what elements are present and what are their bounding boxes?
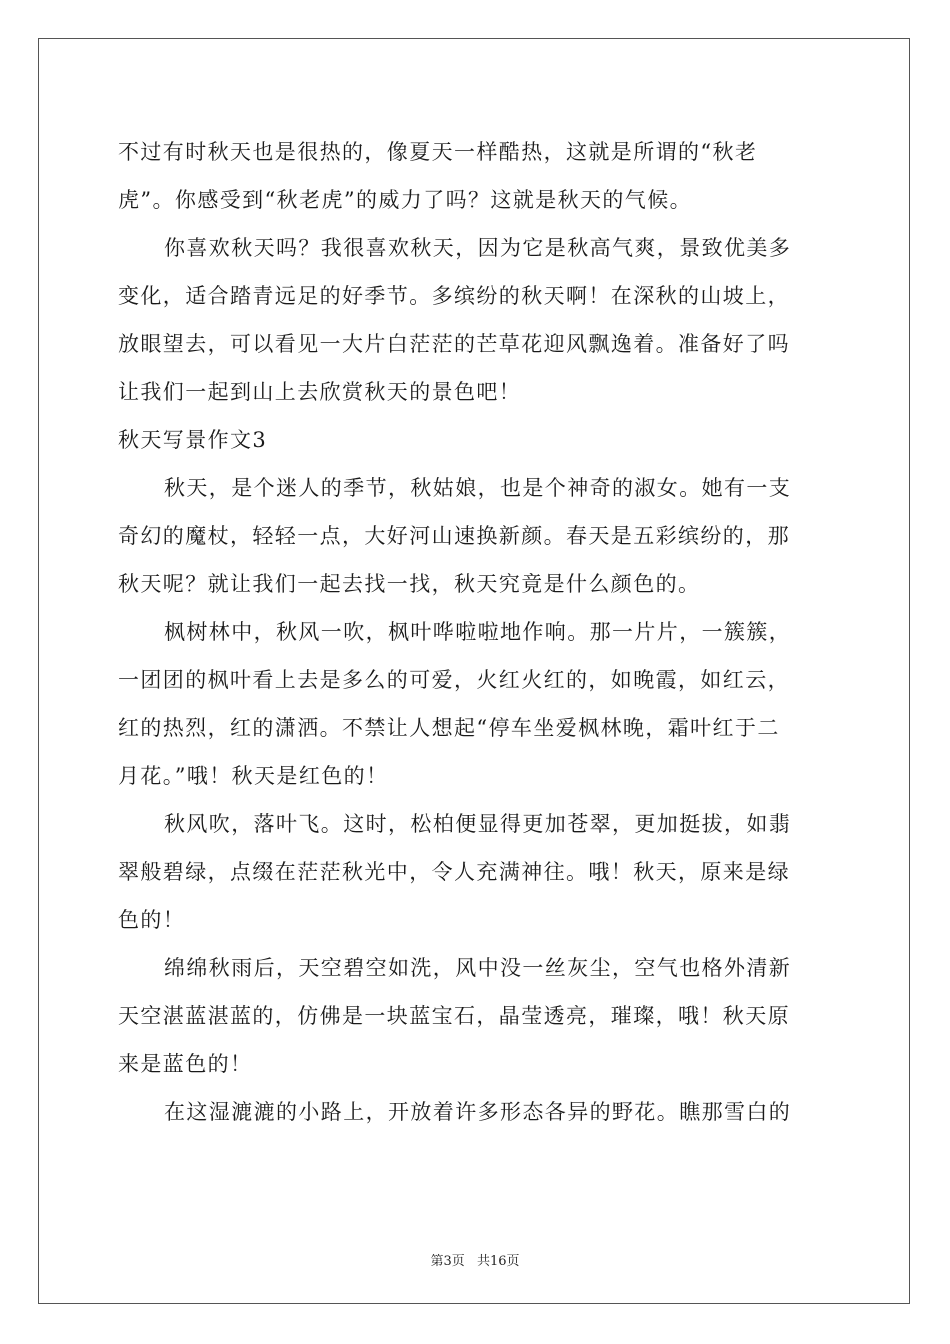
paragraph-start: 你喜欢秋天吗？我很喜欢秋天，因为它是秋高气爽，景致优美多	[164, 236, 792, 260]
text-line: 来是蓝色的！	[118, 1052, 253, 1076]
page-footer	[0, 1250, 950, 1269]
paragraph-start: 秋风吹，落叶飞。这时，松柏便显得更加苍翠，更加挺拔，如翡	[164, 812, 792, 836]
page-total: 共16页	[476, 1254, 520, 1269]
paragraph-start: 枫树林中，秋风一吹，枫叶哗啦啦地作响。那一片片，一簇簇，	[164, 620, 792, 644]
text-line: 翠般碧绿，点缀在茫茫秋光中，令人充满神往。哦！秋天，原来是绿	[118, 860, 790, 884]
text-line: 红的热烈，红的潇洒。不禁让人想起“停车坐爱枫林晚，霜叶红于二	[118, 716, 780, 740]
paragraph-start: 绵绵秋雨后，天空碧空如洗，风中没一丝灰尘，空气也格外清新	[164, 956, 792, 980]
text-line: 虎”。你感受到“秋老虎”的威力了吗？这就是秋天的气候。	[118, 188, 693, 212]
text-line: 奇幻的魔杖，轻轻一点，大好河山速换新颜。春天是五彩缤纷的，那	[118, 524, 790, 548]
text-line: 天空湛蓝湛蓝的，仿佛是一块蓝宝石，晶莹透亮，璀璨，哦！秋天原	[118, 1004, 790, 1028]
text-line: 变化，适合踏青远足的好季节。多缤纷的秋天啊！在深秋的山坡上，	[118, 284, 790, 308]
paragraph-start: 在这湿漉漉的小路上，开放着许多形态各异的野花。瞧那雪白的	[164, 1100, 792, 1124]
section-heading: 秋天写景作文3	[118, 428, 268, 452]
text-line: 月花。”哦！秋天是红色的！	[118, 764, 389, 788]
text-line: 色的！	[118, 908, 186, 932]
text-line: 让我们一起到山上去欣赏秋天的景色吧！	[118, 380, 522, 404]
paragraph-start: 秋天，是个迷人的季节，秋姑娘，也是个神奇的淑女。她有一支	[164, 476, 792, 500]
document-body	[118, 128, 834, 1136]
text-line: 一团团的枫叶看上去是多么的可爱，火红火红的，如晚霞，如红云，	[118, 668, 790, 692]
text-line: 不过有时秋天也是很热的，像夏天一样酷热，这就是所谓的“秋老	[118, 140, 758, 164]
text-line: 放眼望去，可以看见一大片白茫茫的芒草花迎风飘逸着。准备好了吗	[118, 332, 790, 356]
text-line: 秋天呢？就让我们一起去找一找，秋天究竟是什么颜色的。	[118, 572, 701, 596]
page-number: 第3页	[430, 1254, 465, 1269]
